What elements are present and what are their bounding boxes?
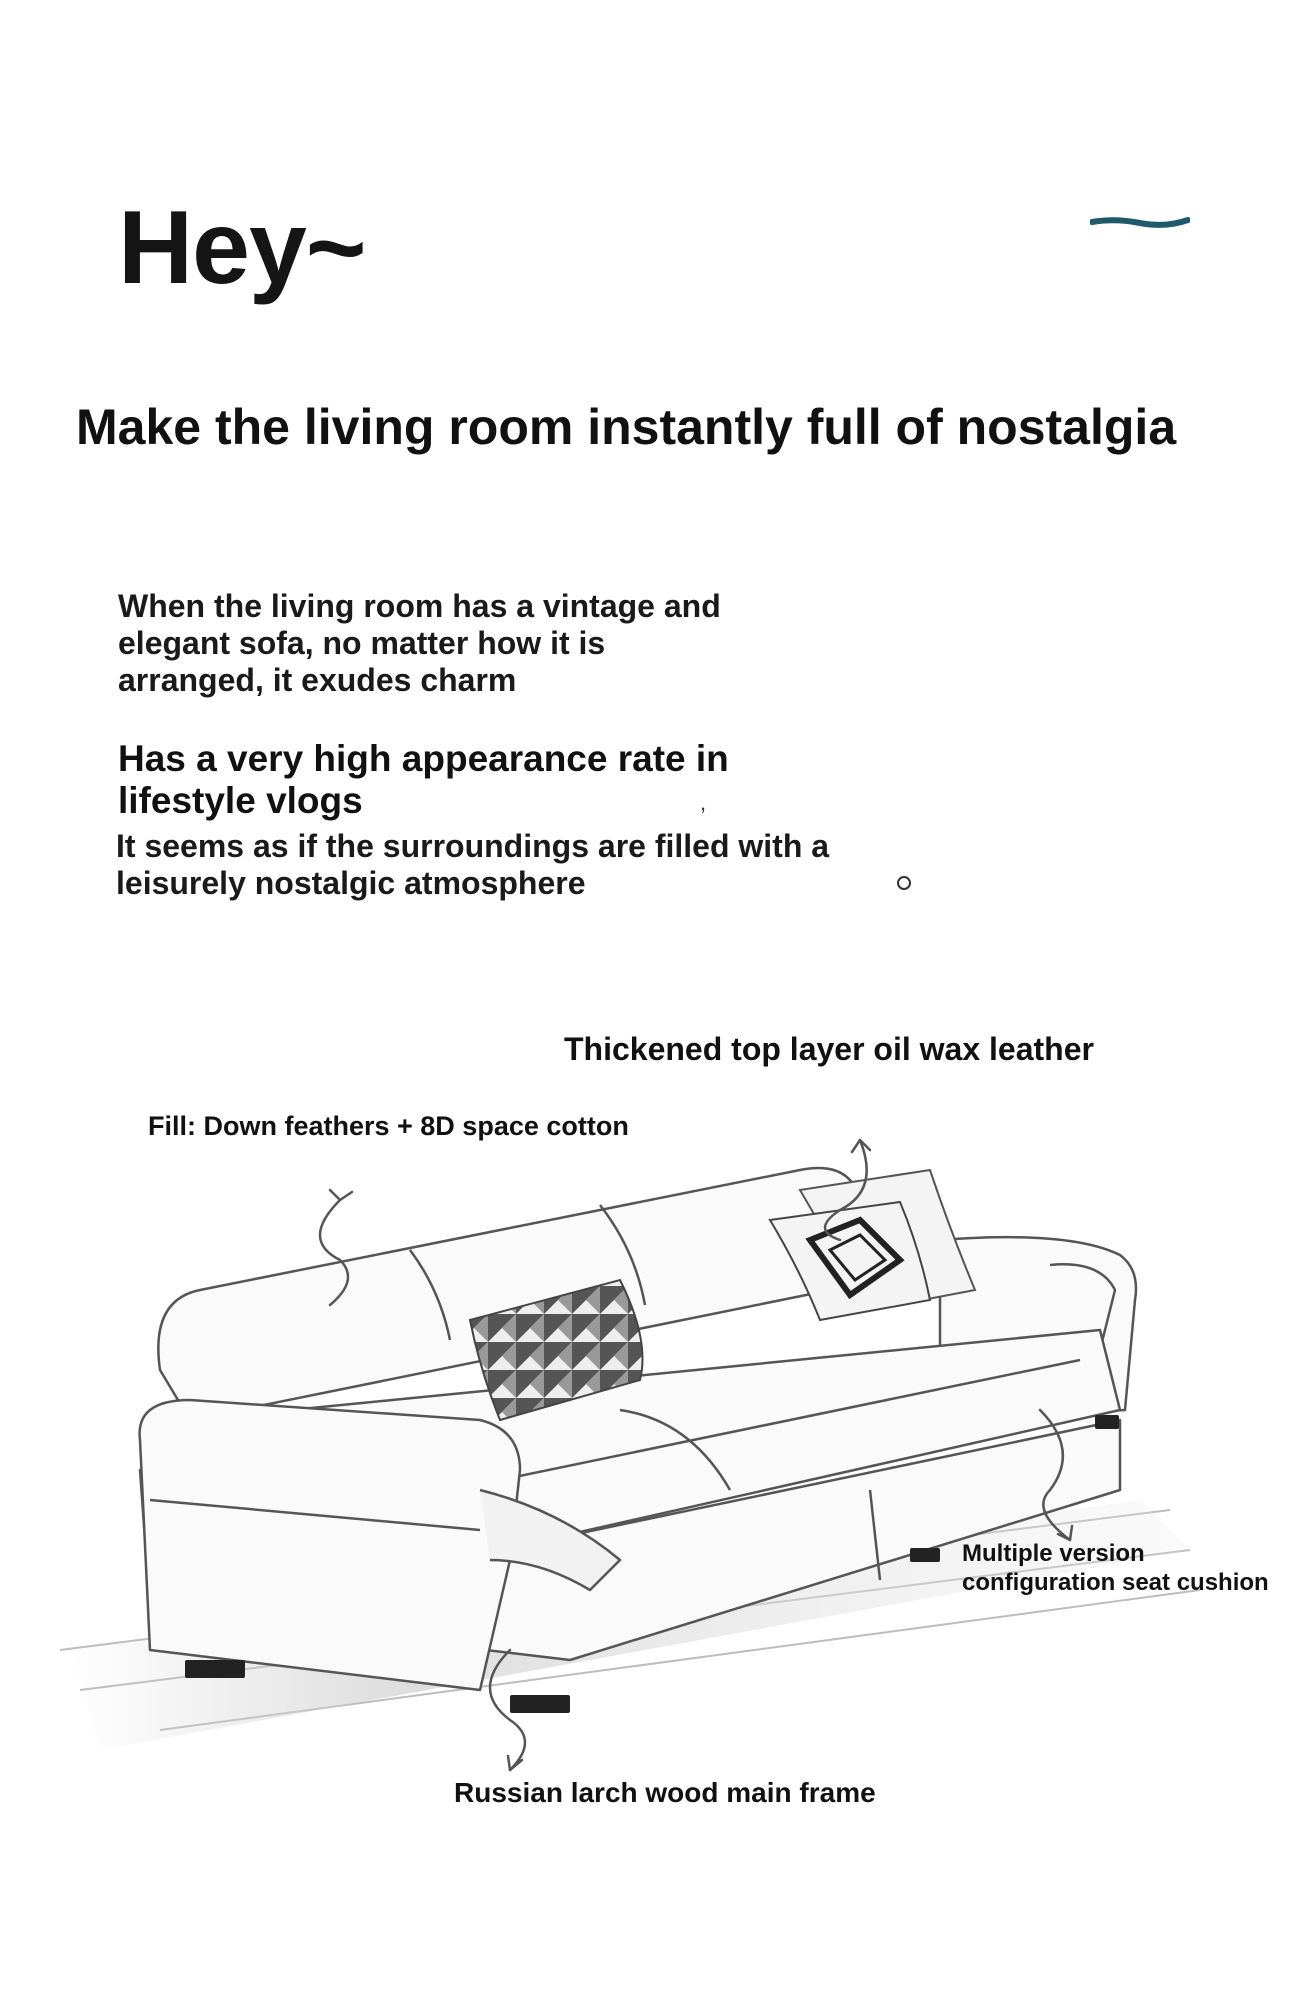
sofa-sketch-illustration	[40, 1090, 1270, 1790]
greeting-title: Hey~	[118, 190, 366, 306]
frame-label: Russian larch wood main frame	[454, 1777, 876, 1808]
highlight-paragraph: Has a very high appearance rate in lifestyle vlogs	[118, 738, 729, 821]
fill-label: Fill: Down feathers + 8D space cotton	[148, 1111, 629, 1141]
decorative-wave-icon	[1090, 212, 1190, 232]
decorative-comma-mark: ,	[700, 790, 707, 815]
intro-paragraph: When the living room has a vintage and elegant sofa, no matter how it is arranged, it exudes charm	[118, 588, 721, 699]
pillow-right-diamond	[770, 1202, 930, 1320]
leather-label: Thickened top layer oil wax leather	[564, 1031, 1094, 1067]
sofa-body	[140, 1168, 1136, 1690]
decorative-circle-mark	[897, 876, 911, 890]
cushion-label: Multiple version configuration seat cushion	[962, 1540, 1269, 1596]
page-headline: Make the living room instantly full of nostalgia	[76, 399, 1177, 455]
atmosphere-paragraph: It seems as if the surroundings are filled with a leisurely nostalgic atmosphere	[116, 828, 830, 902]
